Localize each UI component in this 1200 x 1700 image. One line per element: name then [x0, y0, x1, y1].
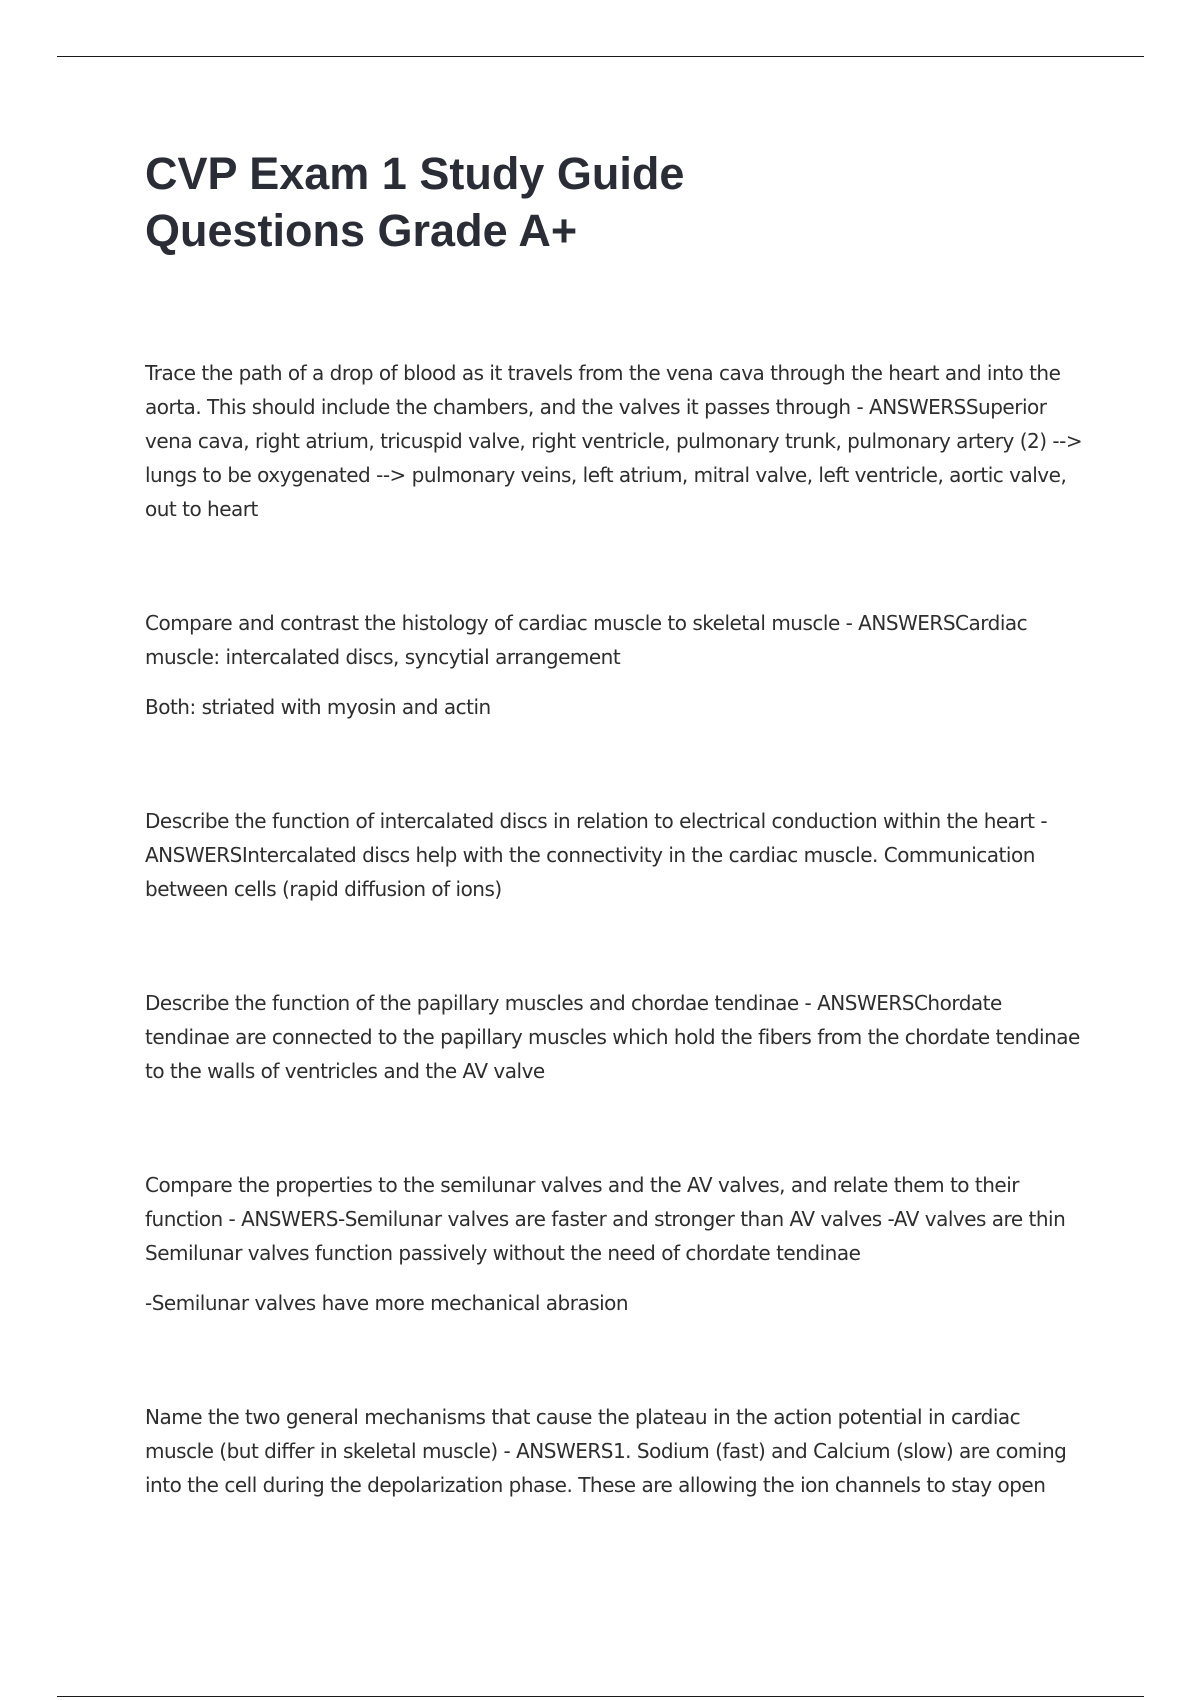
footer-rule: [57, 1696, 1144, 1697]
qa-text: Describe the function of the papillary muscles and chordae tendinae - ANSWERSChordate tendinae are connected to the papillary muscles which hold the fibers from the chordate tendinae to the walls of ventricles and the AV valve: [145, 991, 1080, 1083]
title-line-1: CVP Exam 1 Study Guide: [145, 148, 685, 199]
qa-list: [145, 356, 1090, 1582]
qa-item: [145, 1400, 1090, 1502]
qa-text: Both: striated with myosin and actin: [145, 695, 491, 719]
qa-item: [145, 1168, 1090, 1320]
qa-item: [145, 356, 1090, 526]
document-title: [145, 145, 1095, 259]
header-rule: [57, 56, 1144, 57]
title-line-2: Questions Grade A+: [145, 205, 578, 256]
qa-item: [145, 804, 1090, 906]
qa-text: Compare the properties to the semilunar valves and the AV valves, and relate them to their function - ANSWERS-Semilunar valves are faster and stronger than AV valves -AV valves are thin Semilunar valves function passively without the need of chordate tendinae: [145, 1173, 1066, 1265]
qa-text: Compare and contrast the histology of cardiac muscle to skeletal muscle - ANSWERSCardiac muscle: intercalated discs, syncytial arrangement: [145, 611, 1028, 669]
qa-item: [145, 606, 1090, 724]
qa-text: Name the two general mechanisms that cause the plateau in the action potential in cardiac muscle (but differ in skeletal muscle) - ANSWERS1. Sodium (fast) and Calcium (slow) are coming into the cell during the depolarization phase. These are allowing the ion channels to stay open: [145, 1405, 1067, 1497]
qa-item: [145, 986, 1090, 1088]
qa-text: -Semilunar valves have more mechanical abrasion: [145, 1291, 629, 1315]
qa-text: Trace the path of a drop of blood as it travels from the vena cava through the heart and into the aorta. This should include the chambers, and the valves it passes through - ANSWERSSuperior vena cava, right atrium, tricuspid valve, right ventricle, pulmonary trunk, pulmonary artery (2) --> lungs to be oxygenated --> pulmonary veins, left atrium, mitral valve, left ventricle, aortic valve, out to heart: [145, 361, 1083, 521]
qa-text: Describe the function of intercalated discs in relation to electrical conduction within the heart - ANSWERSIntercalated discs help with the connectivity in the cardiac muscle. Communication between cells (rapid diffusion of ions): [145, 809, 1048, 901]
